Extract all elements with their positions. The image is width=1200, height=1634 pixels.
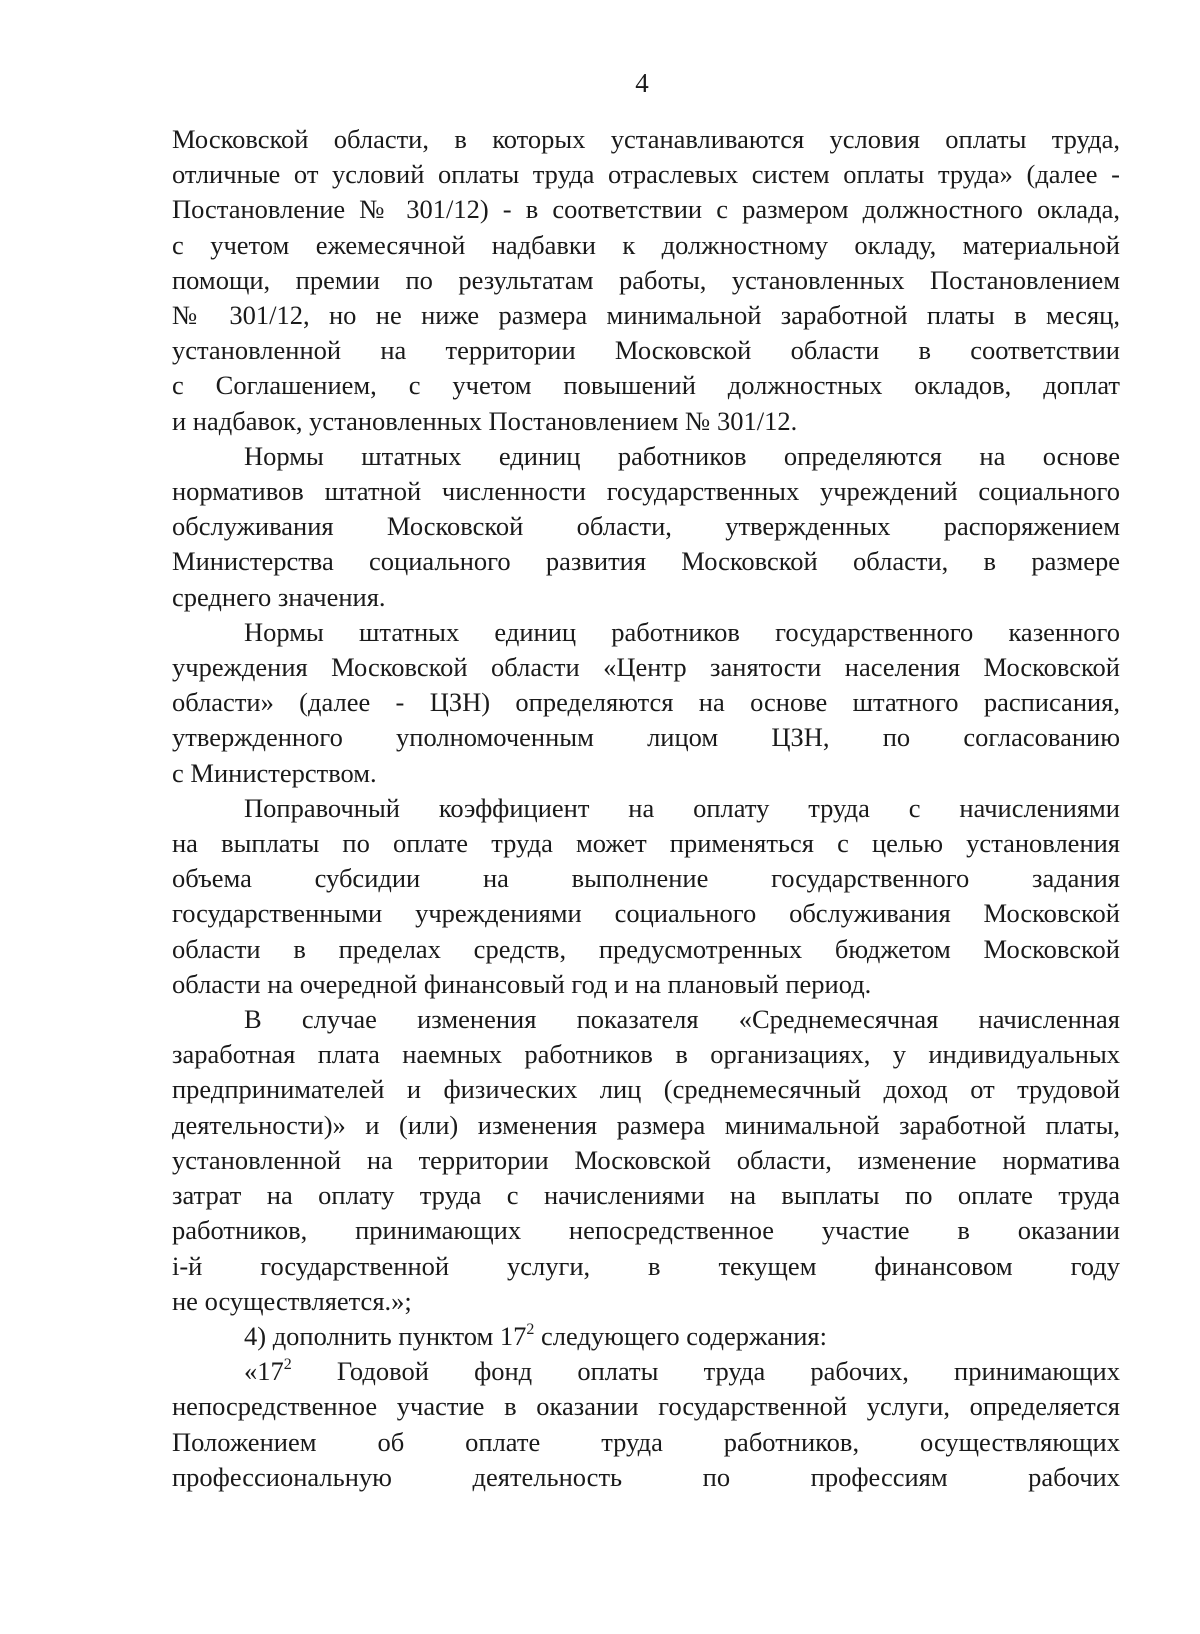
text-line: области в пределах средств, предусмотренных бюджетом Московской xyxy=(172,933,1120,964)
text-line: № 301/12, но не ниже размера минимальной заработной платы в месяц, xyxy=(172,300,1120,331)
text-line: профессиональную деятельность по профессиям рабочих xyxy=(172,1461,1120,1492)
text-line: обслуживания Московской области, утвержденных распоряжением xyxy=(172,511,1120,542)
text-line: Нормы штатных единиц работников государственного казенного xyxy=(244,616,1120,647)
text-line: работников, принимающих непосредственное участие в оказании xyxy=(172,1215,1120,1246)
amendment-text: 4) дополнить пунктом 17 xyxy=(244,1320,527,1351)
text-line: затрат на оплату труда с начислениями на выплаты по оплате труда xyxy=(172,1180,1120,1211)
text-line: помощи, премии по результатам работы, установленных Постановлением xyxy=(172,264,1120,295)
page-number: 4 xyxy=(635,68,649,98)
text-line: Министерства социального развития Московской области, в размере xyxy=(172,546,1120,577)
text-line: объема субсидии на выполнение государственного задания xyxy=(172,863,1120,894)
text-line: i-й государственной услуги, в текущем финансовом году xyxy=(172,1250,1120,1281)
text-line: среднего значения. xyxy=(172,581,386,612)
quote-line xyxy=(172,1354,1120,1389)
text-line: области» (далее - ЦЗН) определяются на основе штатного расписания, xyxy=(172,687,1120,718)
text-line: не осуществляется.»; xyxy=(172,1285,412,1316)
body-text xyxy=(172,122,1120,1495)
superscript: 2 xyxy=(526,1320,535,1338)
text-line: на выплаты по оплате труда может применяться с целью установления xyxy=(172,828,1120,859)
text-line: области на очередной финансовый год и на плановый период. xyxy=(172,968,872,999)
text-line: и надбавок, установленных Постановлением № 301/12. xyxy=(172,405,798,436)
quote-text: «17 xyxy=(244,1356,284,1387)
text-line: государственными учреждениями социального обслуживания Московской xyxy=(172,898,1120,929)
text-line: с учетом ежемесячной надбавки к должностному окладу, материальной xyxy=(172,229,1120,260)
text-line: Поправочный коэффициент на оплату труда с начислениями xyxy=(244,792,1120,823)
amendment-text: следующего содержания: xyxy=(534,1320,827,1351)
quote-text: Годовой фонд оплаты труда рабочих, принимающих xyxy=(291,1356,1120,1387)
text-line: предпринимателей и физических лиц (среднемесячный доход от трудовой xyxy=(172,1074,1120,1105)
amendment-line xyxy=(172,1319,1120,1354)
text-line: Положением об оплате труда работников, осуществляющих xyxy=(172,1426,1120,1457)
text-line: В случае изменения показателя «Среднемесячная начисленная xyxy=(244,1004,1120,1035)
text-line: учреждения Московской области «Центр занятости населения Московской xyxy=(172,652,1120,683)
text-line: утвержденного уполномоченным лицом ЦЗН, по согласованию xyxy=(172,722,1120,753)
text-line: Нормы штатных единиц работников определяются на основе xyxy=(244,440,1120,471)
text-line: отличные от условий оплаты труда отраслевых систем оплаты труда» (далее - xyxy=(172,159,1120,190)
text-line: с Соглашением, с учетом повышений должностных окладов, доплат xyxy=(172,370,1120,401)
text-line: нормативов штатной численности государственных учреждений социального xyxy=(172,476,1120,507)
text-line: Постановление № 301/12) - в соответствии с размером должностного оклада, xyxy=(172,194,1120,225)
text-line: заработная плата наемных работников в организациях, у индивидуальных xyxy=(172,1039,1120,1070)
text-line: непосредственное участие в оказании государственной услуги, определяется xyxy=(172,1391,1120,1422)
superscript: 2 xyxy=(283,1356,292,1374)
text-line: деятельности)» и (или) изменения размера минимальной заработной платы, xyxy=(172,1109,1120,1140)
text-line: установленной на территории Московской области в соответствии xyxy=(172,335,1120,366)
text-line: установленной на территории Московской области, изменение норматива xyxy=(172,1144,1120,1175)
text-line: с Министерством. xyxy=(172,757,377,788)
text-line: Московской области, в которых устанавливаются условия оплаты труда, xyxy=(172,124,1120,154)
